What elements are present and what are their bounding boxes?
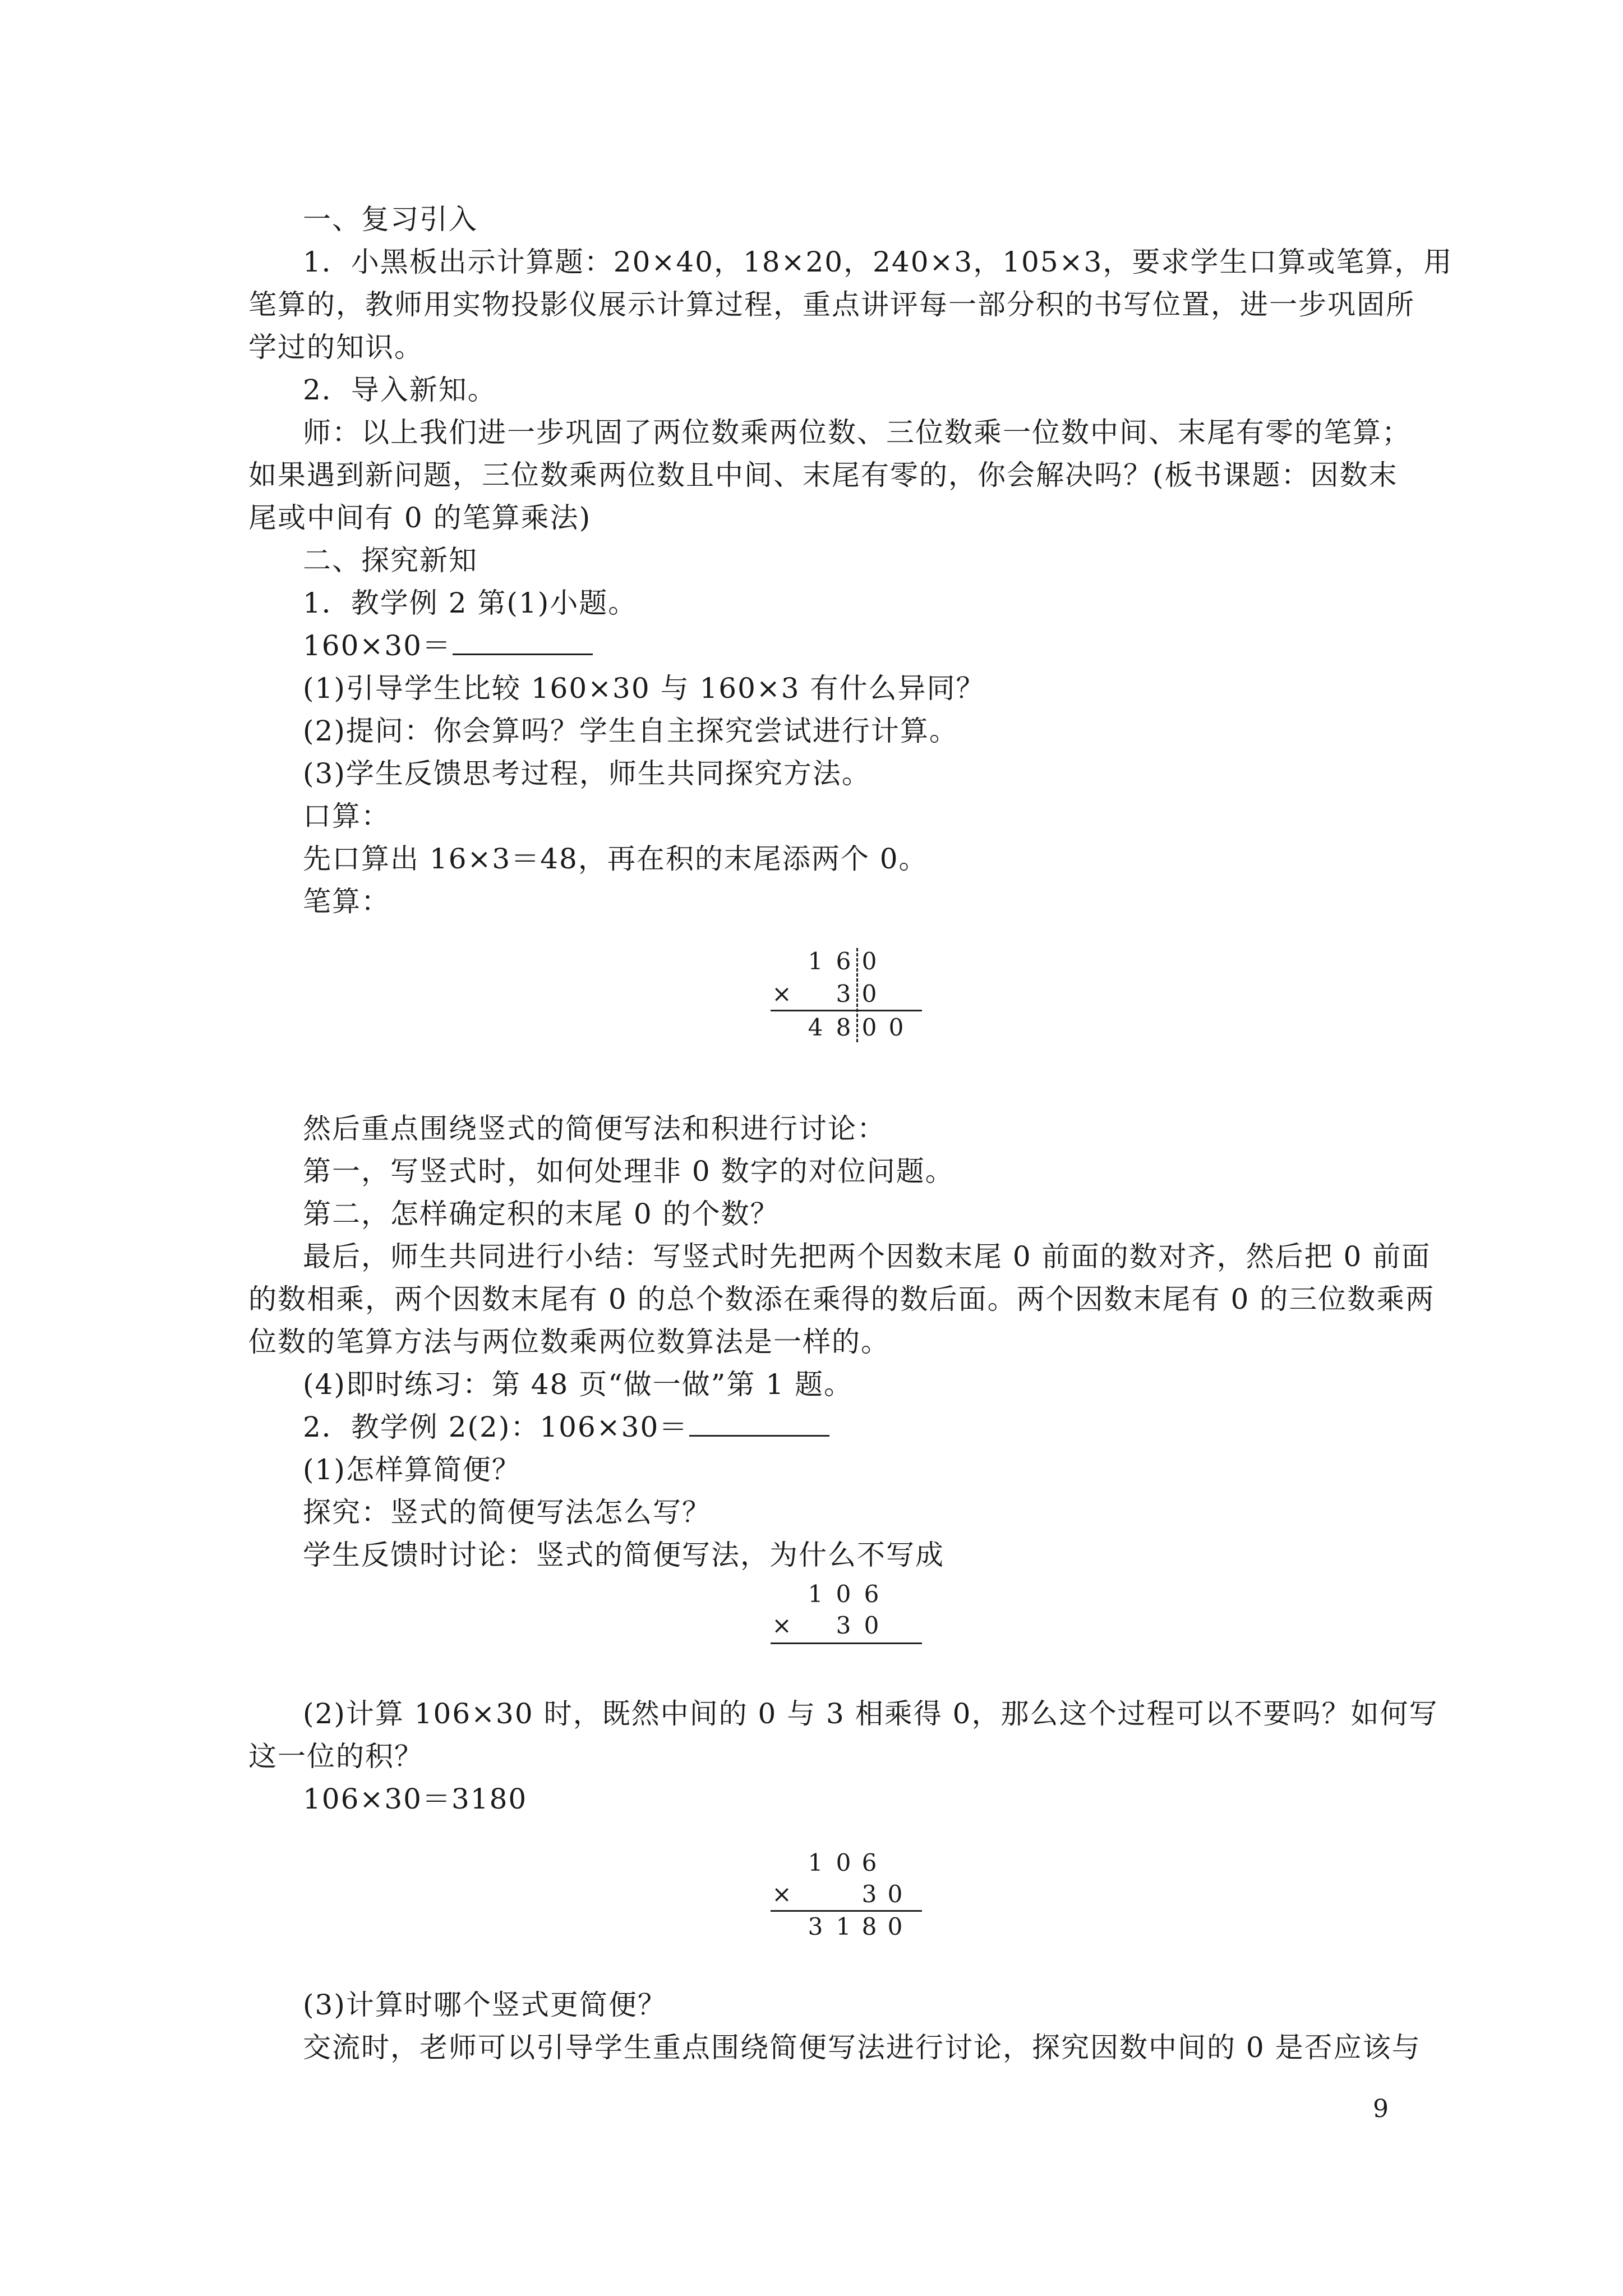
paragraph-line: (4)即时练习：第 48 页“做一做”第 1 题。 [303,1368,853,1401]
calc-digit: 0 [887,1880,903,1908]
paragraph-line: 的数相乘，两个因数末尾有 0 的总个数添在乘得的数后面。两个因数末尾有 0 的三位数乘两 [248,1283,1435,1315]
problem-text: 160×30＝ [303,629,451,662]
calc-sign: × [772,980,792,1007]
paragraph-line: 第二，怎样确定积的末尾 0 的个数？ [303,1198,780,1230]
calc-digit: 1 [836,1913,851,1940]
paragraph-line: 最后，师生共同进行小结：写竖式时先把两个因数末尾 0 前面的数对齐，然后把 0 前面 [303,1240,1431,1273]
calc-divider [856,948,858,1042]
answer-blank [689,1410,829,1437]
answer-blank [453,629,593,655]
paragraph-line: (3)学生反馈思考过程，师生共同探究方法。 [303,757,871,790]
paragraph-line: 这一位的积？ [248,1740,423,1773]
calc-digit: 0 [887,1913,903,1940]
calc-digit: 3 [861,1880,877,1908]
calc-digit: 0 [864,1612,879,1639]
problem-line [303,629,593,662]
calc-digit: 8 [836,1014,851,1041]
paragraph-line: 笔算的，教师用实物投影仪展示计算过程，重点讲评每一部分积的书写位置，进一步巩固所 [248,288,1415,321]
paragraph-line: 第一，写竖式时，如何处理非 0 数字的对位问题。 [303,1155,955,1188]
paragraph-line: 学生反馈时讨论：竖式的简便写法，为什么不写成 [303,1539,944,1571]
paragraph-line: (1)引导学生比较 160×30 与 160×3 有什么异同？ [303,672,985,705]
calc-digit: 1 [808,947,823,975]
calc-digit: 4 [808,1014,823,1041]
paragraph-line: 口算： [303,800,390,832]
paragraph-line: 师：以上我们进一步巩固了两位数乘两位数、三位数乘一位数中间、末尾有零的笔算； [303,416,1411,449]
paragraph-line: 2．导入新知。 [303,374,497,406]
calc-sign: × [772,1880,792,1908]
calc-digit: 6 [836,947,851,975]
problem-line [303,1410,829,1444]
calc-digit: 3 [808,1913,823,1940]
calc-rule [771,1910,922,1912]
paragraph-line: 探究：竖式的简便写法怎么写？ [303,1496,711,1529]
calc-digit: 0 [888,1014,904,1041]
paragraph-line: 交流时，老师可以引导学生重点围绕简便写法进行讨论，探究因数中间的 0 是否应该与 [303,2031,1421,2064]
calc-digit: 0 [861,1014,877,1041]
calc-rule [771,1010,922,1011]
paragraph-line: 106×30＝3180 [303,1783,528,1815]
paragraph-line: 位数的笔算方法与两位数乘两位数算法是一样的。 [248,1326,890,1358]
paragraph-line: 学过的知识。 [248,331,423,364]
calc-digit: 0 [861,980,877,1007]
paragraph-line: 1．教学例 2 第(1)小题。 [303,587,638,619]
paragraph-line: (2)提问：你会算吗？学生自主探究尝试进行计算。 [303,715,958,747]
paragraph-line: 如果遇到新问题，三位数乘两位数且中间、末尾有零的，你会解决吗？(板书课题：因数末 [248,459,1398,491]
page-number: 9 [1373,2095,1389,2123]
calc-digit: 0 [836,1580,851,1608]
calc-digit: 6 [864,1580,879,1608]
calc-sign: × [772,1612,792,1639]
calc-digit: 8 [861,1913,877,1940]
calc-digit: 3 [836,1612,851,1639]
calc-digit: 1 [808,1849,823,1876]
paragraph-line: 然后重点围绕竖式的简便写法和积进行讨论： [303,1112,886,1145]
calc-digit: 1 [808,1580,823,1608]
section-heading-explore: 二、探究新知 [303,544,478,577]
paragraph-line: (3)计算时哪个竖式更简便？ [303,1989,667,2021]
calc-digit: 6 [861,1849,877,1876]
problem-text: 2．教学例 2(2)：106×30＝ [303,1411,689,1443]
calc-digit: 3 [836,980,851,1007]
paragraph-line: (1)怎样算简便？ [303,1453,521,1486]
section-heading-review: 一、复习引入 [303,203,478,236]
paragraph-line: (2)计算 106×30 时，既然中间的 0 与 3 相乘得 0，那么这个过程可以不要吗？如何写 [303,1697,1438,1730]
calc-rule [771,1642,922,1644]
paragraph-line: 1．小黑板出示计算题：20×40，18×20，240×3，105×3，要求学生口算或笔算，用 [303,246,1453,278]
calc-digit: 0 [861,947,877,975]
paragraph-line: 先口算出 16×3＝48，再在积的末尾添两个 0。 [303,843,928,875]
paragraph-line: 笔算： [303,885,390,918]
calc-digit: 0 [836,1849,851,1876]
paragraph-line: 尾或中间有 0 的笔算乘法) [248,501,592,534]
